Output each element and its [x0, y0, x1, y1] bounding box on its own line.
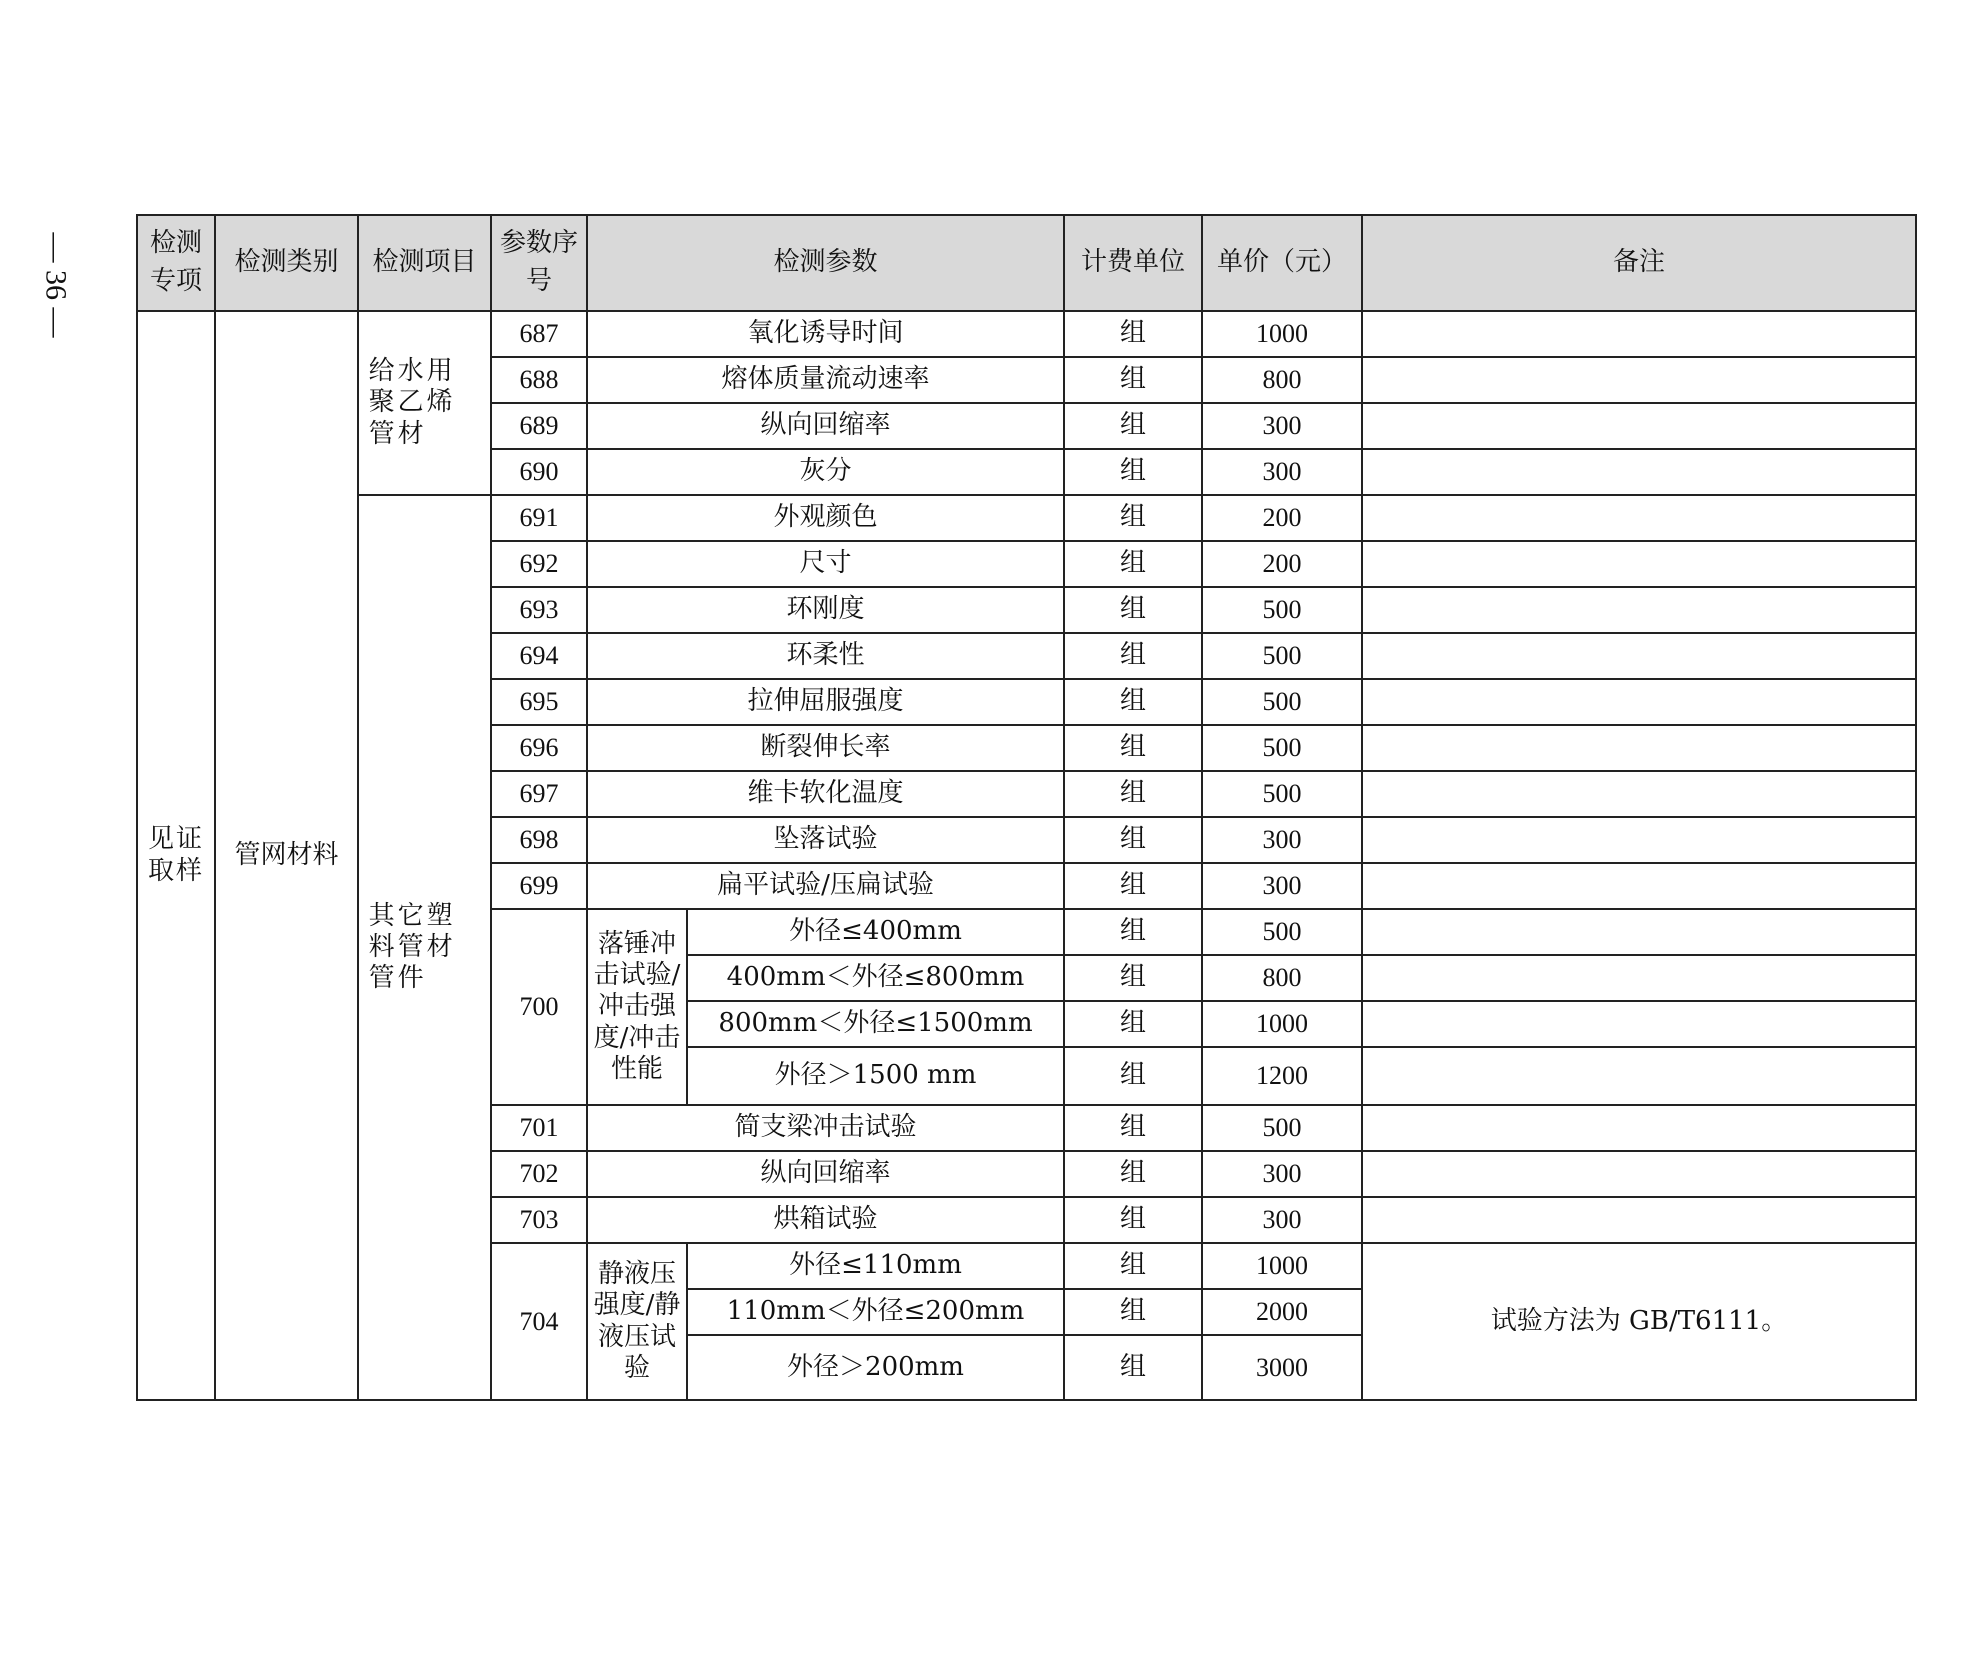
- unit-cell: 组: [1064, 679, 1202, 725]
- seq-cell: 693: [491, 587, 587, 633]
- seq-cell: 689: [491, 403, 587, 449]
- unit-cell: 组: [1064, 725, 1202, 771]
- param-cell: 烘箱试验: [587, 1197, 1064, 1243]
- note-cell: [1362, 771, 1916, 817]
- seq-cell: 692: [491, 541, 587, 587]
- price-cell: 1000: [1202, 1243, 1362, 1289]
- note-cell: [1362, 1151, 1916, 1197]
- note-cell: [1362, 357, 1916, 403]
- param-cell: 400mm＜外径≤800mm: [687, 955, 1064, 1001]
- header-category: 检测类别: [215, 215, 358, 311]
- param-cell: 氧化诱导时间: [587, 311, 1064, 357]
- price-cell: 300: [1202, 403, 1362, 449]
- unit-cell: 组: [1064, 1047, 1202, 1105]
- seq-cell: 695: [491, 679, 587, 725]
- price-cell: 500: [1202, 679, 1362, 725]
- header-unit: 计费单位: [1064, 215, 1202, 311]
- note-cell: [1362, 495, 1916, 541]
- note-cell: [1362, 1197, 1916, 1243]
- note-cell: [1362, 587, 1916, 633]
- param-cell: 纵向回缩率: [587, 403, 1064, 449]
- param-cell: 纵向回缩率: [587, 1151, 1064, 1197]
- param-cell: 外径≤400mm: [687, 909, 1064, 955]
- header-seq: 参数序号: [491, 215, 587, 311]
- note-cell: [1362, 1105, 1916, 1151]
- price-cell: 300: [1202, 1151, 1362, 1197]
- param-cell: 外观颜色: [587, 495, 1064, 541]
- price-cell: 500: [1202, 1105, 1362, 1151]
- note-cell: [1362, 541, 1916, 587]
- header-item: 检测项目: [358, 215, 491, 311]
- header-param: 检测参数: [587, 215, 1064, 311]
- price-cell: 500: [1202, 633, 1362, 679]
- group-other-cell: [358, 495, 491, 1400]
- param-cell: 尺寸: [587, 541, 1064, 587]
- param-cell: 断裂伸长率: [587, 725, 1064, 771]
- param-cell: 外径≤110mm: [687, 1243, 1064, 1289]
- header-special: 检测专项: [137, 215, 215, 311]
- unit-cell: 组: [1064, 909, 1202, 955]
- note-cell: [1362, 909, 1916, 955]
- seq-cell: 690: [491, 449, 587, 495]
- param-cell: 外径＞1500 mm: [687, 1047, 1064, 1105]
- pricing-table: [136, 214, 1917, 1401]
- page-number-text: — 36 —: [39, 232, 72, 338]
- group-other-label: 其它塑料管材管件: [368, 900, 456, 994]
- note-cell: [1362, 817, 1916, 863]
- unit-cell: 组: [1064, 817, 1202, 863]
- price-cell: 500: [1202, 587, 1362, 633]
- seq-cell: 694: [491, 633, 587, 679]
- price-cell: 200: [1202, 541, 1362, 587]
- unit-cell: 组: [1064, 1289, 1202, 1335]
- param-cell: 简支梁冲击试验: [587, 1105, 1064, 1151]
- sub-label-704: 静液压强度/静液压试验: [587, 1243, 687, 1400]
- param-cell: 外径＞200mm: [687, 1335, 1064, 1400]
- table-row: [137, 311, 1916, 357]
- unit-cell: 组: [1064, 311, 1202, 357]
- price-cell: 300: [1202, 863, 1362, 909]
- unit-cell: 组: [1064, 541, 1202, 587]
- price-cell: 1200: [1202, 1047, 1362, 1105]
- seq-cell-700: 700: [491, 909, 587, 1105]
- sub-label-700: 落锤冲击试验/冲击强度/冲击性能: [587, 909, 687, 1105]
- price-cell: 1000: [1202, 311, 1362, 357]
- seq-cell: 687: [491, 311, 587, 357]
- param-cell: 坠落试验: [587, 817, 1064, 863]
- price-cell: 300: [1202, 1197, 1362, 1243]
- price-cell: 300: [1202, 449, 1362, 495]
- unit-cell: 组: [1064, 771, 1202, 817]
- unit-cell: 组: [1064, 955, 1202, 1001]
- seq-cell: 697: [491, 771, 587, 817]
- unit-cell: 组: [1064, 403, 1202, 449]
- price-cell: 500: [1202, 725, 1362, 771]
- param-cell: 拉伸屈服强度: [587, 679, 1064, 725]
- header-price: 单价（元）: [1202, 215, 1362, 311]
- note-cell: [1362, 449, 1916, 495]
- seq-cell: 703: [491, 1197, 587, 1243]
- category-cell: 管网材料: [215, 311, 358, 1400]
- unit-cell: 组: [1064, 863, 1202, 909]
- param-cell: 灰分: [587, 449, 1064, 495]
- note-cell: [1362, 1001, 1916, 1047]
- param-cell: 熔体质量流动速率: [587, 357, 1064, 403]
- seq-cell-704: 704: [491, 1243, 587, 1400]
- param-cell: 800mm＜外径≤1500mm: [687, 1001, 1064, 1047]
- unit-cell: 组: [1064, 587, 1202, 633]
- price-cell: 1000: [1202, 1001, 1362, 1047]
- unit-cell: 组: [1064, 357, 1202, 403]
- unit-cell: 组: [1064, 1151, 1202, 1197]
- seq-cell: 691: [491, 495, 587, 541]
- note-cell: [1362, 679, 1916, 725]
- param-cell: 维卡软化温度: [587, 771, 1064, 817]
- price-cell: 800: [1202, 955, 1362, 1001]
- table-row: [137, 495, 1916, 541]
- header-row: [137, 215, 1916, 311]
- price-cell: 500: [1202, 771, 1362, 817]
- note-cell: [1362, 955, 1916, 1001]
- price-cell: 2000: [1202, 1289, 1362, 1335]
- note-cell: [1362, 725, 1916, 771]
- unit-cell: 组: [1064, 1001, 1202, 1047]
- price-cell: 3000: [1202, 1335, 1362, 1400]
- header-note: 备注: [1362, 215, 1916, 311]
- unit-cell: 组: [1064, 1105, 1202, 1151]
- price-cell: 500: [1202, 909, 1362, 955]
- unit-cell: 组: [1064, 449, 1202, 495]
- note-cell: [1362, 403, 1916, 449]
- seq-cell: 688: [491, 357, 587, 403]
- unit-cell: 组: [1064, 1335, 1202, 1400]
- note-cell: [1362, 863, 1916, 909]
- param-cell: 扁平试验/压扁试验: [587, 863, 1064, 909]
- unit-cell: 组: [1064, 1243, 1202, 1289]
- unit-cell: 组: [1064, 633, 1202, 679]
- group-pe-label: 给水用聚乙烯管材: [368, 356, 456, 449]
- group-pe-cell: [358, 311, 491, 495]
- page-number: [33, 220, 77, 350]
- seq-cell: 698: [491, 817, 587, 863]
- price-cell: 300: [1202, 817, 1362, 863]
- param-cell: 110mm＜外径≤200mm: [687, 1289, 1064, 1335]
- seq-cell: 699: [491, 863, 587, 909]
- note-cell: [1362, 311, 1916, 357]
- note-cell: [1362, 1047, 1916, 1105]
- special-cell: 见证取样: [137, 311, 215, 1400]
- note-cell: [1362, 633, 1916, 679]
- unit-cell: 组: [1064, 495, 1202, 541]
- seq-cell: 702: [491, 1151, 587, 1197]
- price-cell: 800: [1202, 357, 1362, 403]
- seq-cell: 696: [491, 725, 587, 771]
- price-cell: 200: [1202, 495, 1362, 541]
- param-cell: 环柔性: [587, 633, 1064, 679]
- seq-cell: 701: [491, 1105, 587, 1151]
- note-cell-704: 试验方法为 GB/T6111。: [1362, 1243, 1916, 1400]
- unit-cell: 组: [1064, 1197, 1202, 1243]
- param-cell: 环刚度: [587, 587, 1064, 633]
